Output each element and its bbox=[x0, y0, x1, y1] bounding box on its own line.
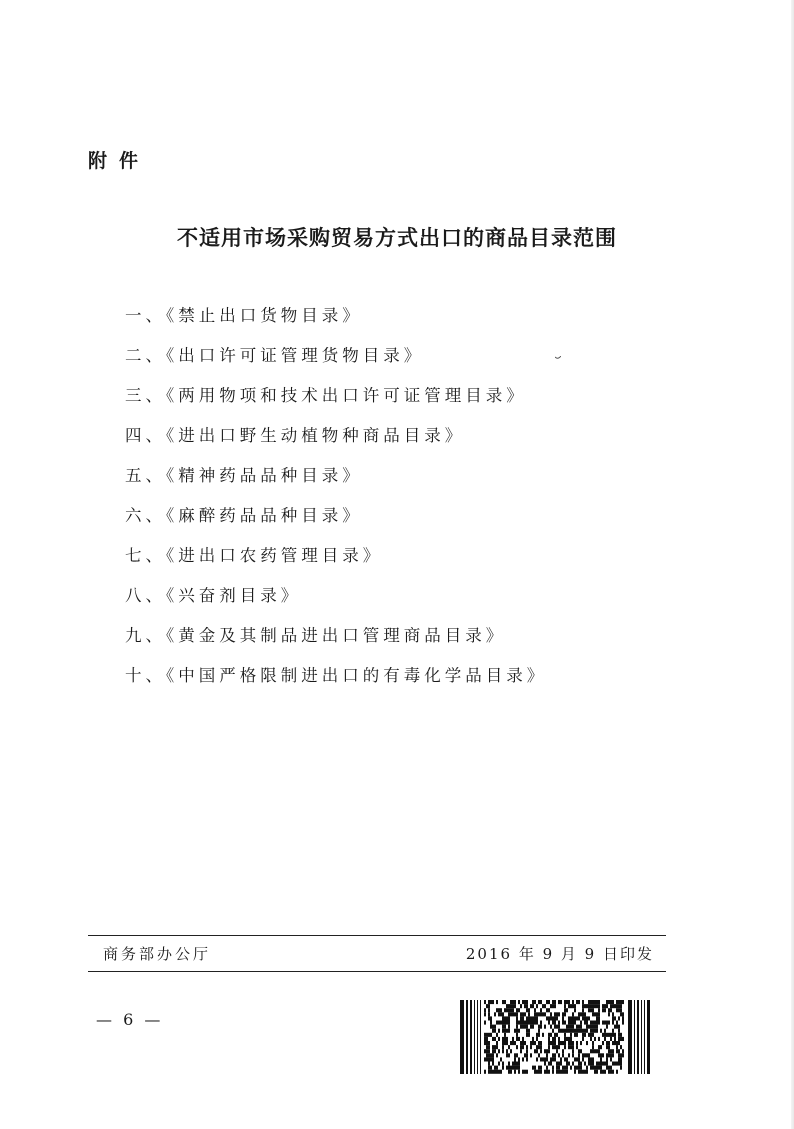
document-title: 不适用市场采购贸易方式出口的商品目录范围 bbox=[177, 225, 617, 250]
attachment-label: 附件 bbox=[88, 150, 151, 172]
issue-date: 2016 年 9 月 9 日印发 bbox=[465, 945, 654, 963]
catalog-item: 七、《进出口农药管理目录》 bbox=[125, 546, 384, 565]
catalog-item: 四、《进出口野生动植物种商品目录》 bbox=[125, 426, 466, 445]
footer-bottom-rule bbox=[88, 971, 666, 972]
page-number: — 6 — bbox=[96, 1010, 164, 1029]
catalog-item: 一、《禁止出口货物目录》 bbox=[125, 306, 363, 325]
scan-speck-mark bbox=[555, 356, 561, 360]
catalog-item: 六、《麻醉药品品种目录》 bbox=[125, 506, 363, 525]
issuing-office: 商务部办公厅 bbox=[103, 945, 212, 963]
catalog-item: 十、《中国严格限制进出口的有毒化学品目录》 bbox=[125, 666, 548, 685]
catalog-item: 八、《兴奋剂目录》 bbox=[125, 586, 302, 605]
footer-top-rule bbox=[88, 935, 666, 936]
catalog-item: 五、《精神药品品种目录》 bbox=[125, 466, 363, 485]
catalog-item: 九、《黄金及其制品进出口管理商品目录》 bbox=[125, 626, 507, 645]
catalog-list bbox=[125, 304, 547, 704]
catalog-item: 二、《出口许可证管理货物目录》 bbox=[125, 346, 425, 365]
catalog-item: 三、《两用物项和技术出口许可证管理目录》 bbox=[125, 386, 527, 405]
2d-barcode-icon bbox=[460, 1000, 650, 1074]
